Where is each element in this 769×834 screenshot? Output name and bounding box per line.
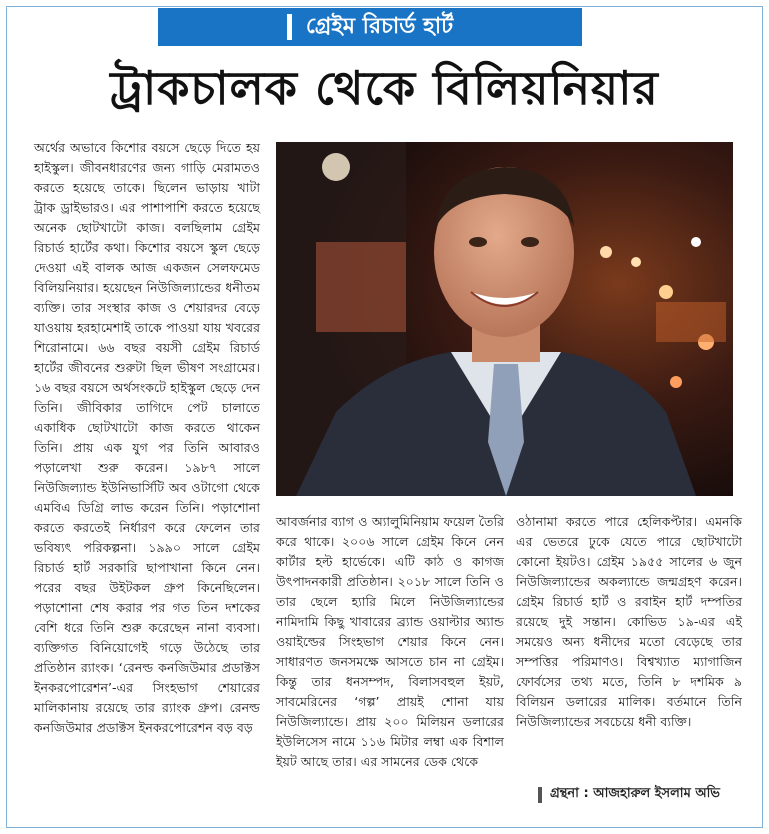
- column-2-text: আবর্জনার ব্যাগ ও অ্যালুমিনিয়াম ফয়েল তৈরি করে থাকে। ২০০৬ সালে গ্রেইম কিনে নেন কার্টার হল্ট হার্ভেকে। এটি কাঠ ও কাগজ উৎপাদনকারী প্রতিষ্ঠান। ২০১৮ সালে তিনি ও তার ছেলে হ্যারি মিলে নিউজিল্যান্ডের নামিদামি কিছু খাবারের ব্র্যান্ড ওয়াল্টার অ্যান্ড ওয়াইল্ডের সিংহভাগ শেয়ার কিনে নেন। সাধারণত জনসমক্ষে আসতে চান না গ্রেইম। কিন্তু তার ধনসম্পদ, বিলাসবহুল ইয়ট, সাবমেরিনের ‘গল্প’ প্রায়ই শোনা যায় নিউজিল্যান্ডে। প্রায় ২০০ মিলিয়ন ডলারের ইউলিসেস নামে ১১৬ মিটার লম্বা এক বিশাল ইয়ট আছে তার। এর সামনের ডেক থেকে: [276, 514, 504, 769]
- kicker-bar: [287, 14, 292, 40]
- headline: ট্রাকচালক থেকে বিলিয়নিয়ার: [110, 61, 659, 115]
- portrait-photo: [276, 142, 733, 496]
- article-column-3: [516, 512, 742, 776]
- article-column-1: [34, 138, 260, 808]
- article-column-2: [276, 512, 504, 808]
- portrait-illustration: [276, 142, 733, 496]
- credit-text: গ্রন্থনা : আজহারুল ইসলাম অভি: [550, 786, 720, 801]
- section-kicker: [158, 8, 582, 46]
- kicker-text: গ্রেইম রিচার্ড হার্ট: [305, 13, 454, 39]
- author-credit: [538, 784, 720, 805]
- credit-bar: [538, 787, 542, 803]
- column-3-text: ওঠানামা করতে পারে হেলিকপ্টার। এমনকি এর ভেতরে ঢুকে যেতে পারে ছোটখাটো কোনো ইয়টও। গ্রেইম ১৯৫৫ সালের ৬ জুন নিউজিল্যান্ডের অকল্যান্ডে জন্মগ্রহণ করেন। গ্রেইম রিচার্ড হার্ট ও রবাইন হার্ট দম্পতির রয়েছে দুই সন্তান। কোভিড ১৯-এর এই সময়েও অন্য ধনীদের মতো বেড়েছে তার সম্পত্তির পরিমাণও। বিশ্বখ্যাত ম্যাগাজিন ফোর্বসের তথ্য মতে, তিনি ৮ দশমিক ৯ বিলিয়ন ডলারের মালিক। বর্তমানে তিনি নিউজিল্যান্ডের সবচেয়ে ধনী ব্যক্তি।: [516, 514, 742, 729]
- column-1-text: অর্থের অভাবে কিশোর বয়সে ছেড়ে দিতে হয় হাইস্কুল। জীবনধারণের জন্য গাড়ি মেরামতও করতে হয়েছে তাকে। ছিলেন ভাড়ায় খাটা ট্রাক ড্রাইভারও। এর পাশাপাশি করতে হয়েছে অনেক ছোটখাটো কাজ। বলছিলাম গ্রেইম রিচার্ড হার্টের কথা। কিশোর বয়সে স্কুল ছেড়ে দেওয়া এই বালক আজ একজন সেলফমেড বিলিয়নিয়ার। হয়েছেন নিউজিল্যান্ডের ধনীতম ব্যক্তি। তার সংস্থার কাজ ও শেয়ারদর বেড়ে যাওয়ায় হরহামেশাই তাকে পাওয়া যায় খবরের শিরোনামে। ৬৬ বছর বয়সী গ্রেইম রিচার্ড হার্টের জীবনের শুরুটা ছিল ভীষণ সংগ্রামের। ১৬ বছর বয়সে অর্থসংকটে হাইস্কুল ছেড়ে দেন তিনি। জীবিকার তাগিদে পেট চালাতে একাধিক ছোটখাটো কাজ করতে থাকেন তিনি। প্রায় এক যুগ পর তিনি আবারও পড়ালেখা শুরু করেন। ১৯৮৭ সালে নিউজিল্যান্ড ইউনিভার্সিটি অব ওটাগো থেকে এমবিএ ডিগ্রি লাভ করেন তিনি। পড়াশোনা করতে করতেই নির্ধারণ করে ফেলেন তার ভবিষ্যৎ পরিকল্পনা। ১৯৯০ সালে গ্রেইম রিচার্ড হার্ট সরকারি ছাপাখানা কিনে নেন। পরের বছর উইটকল গ্রুপ কিনেছিলেন। পড়াশোনা শেষ করার পর গত তিন দশকের বেশি ধরে তিনি শুরু করেছেন নানা ব্যবসা। ব্যক্তিগত বিনিয়োগেই গড়ে উঠেছে তার প্রতিষ্ঠান র‍্যাংক। ‘রেনল্ড কনজিউমার প্রডাক্টস ইনকরপোরেশন’-এর সিংহভাগ শেয়ারের মালিকানায় রয়েছে তার র‍্যাংক গ্রুপ। রেনল্ড কনজিউমার প্রডাক্টস ইনকরপোরেশন বড় বড়: [34, 140, 260, 735]
